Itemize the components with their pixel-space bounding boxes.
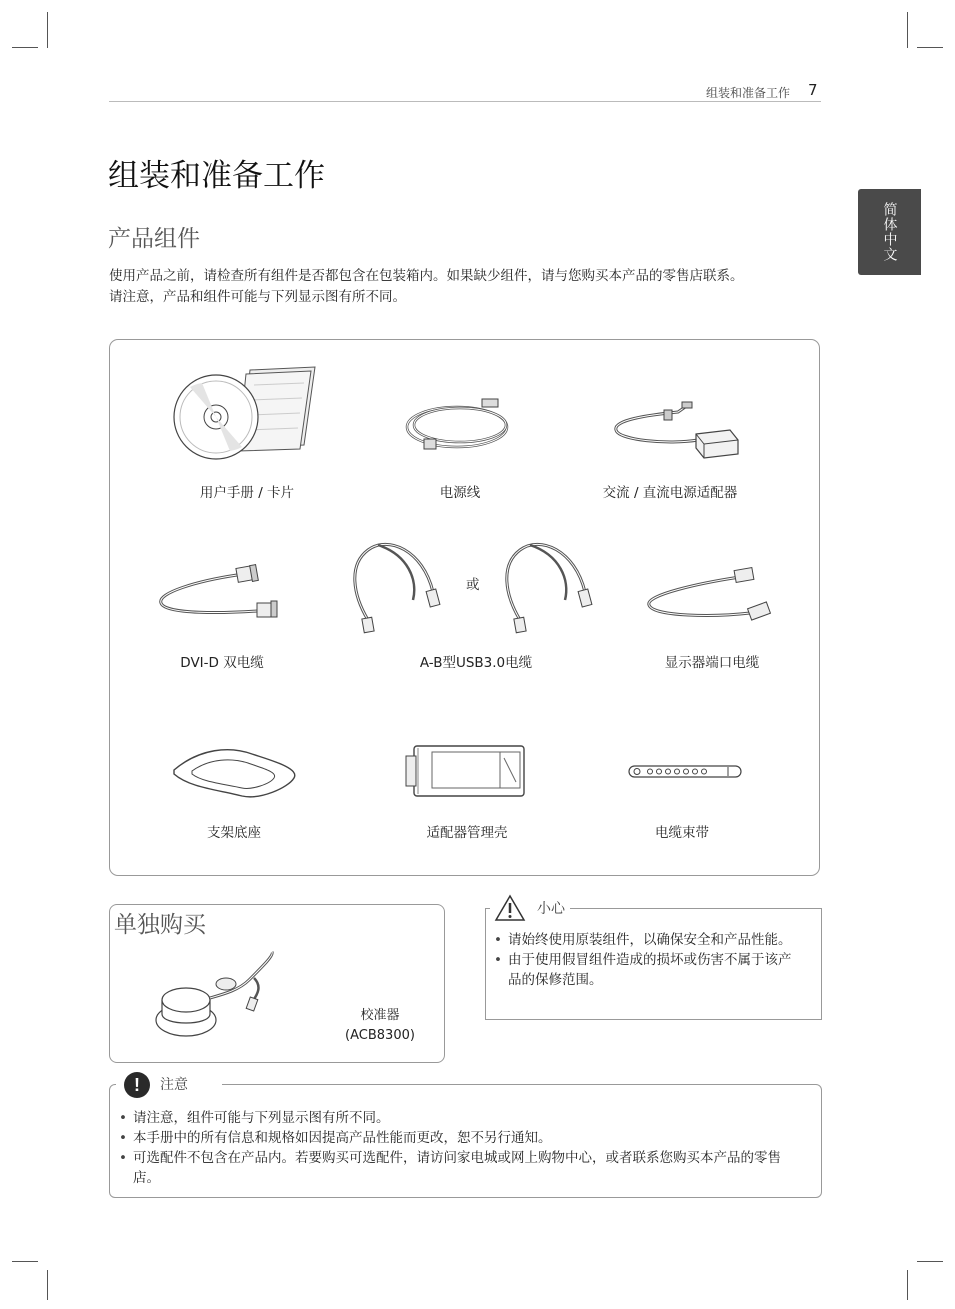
manual-cd-illustration <box>172 365 322 455</box>
label-usb-cable: A-B型USB3.0电缆 <box>419 655 533 671</box>
crop-mark <box>917 47 943 48</box>
crop-mark <box>47 1270 48 1300</box>
or-label: 或 <box>466 577 480 593</box>
stand-base-illustration <box>170 748 300 803</box>
usb-cable-a-illustration <box>348 540 448 635</box>
warning-triangle-icon <box>494 894 526 922</box>
crop-mark <box>917 1261 943 1262</box>
usb-cable-b-illustration <box>500 540 600 635</box>
label-displayport-cable: 显示器端口电缆 <box>664 655 760 671</box>
label-dvi-cable: DVI-D 双电缆 <box>180 655 264 671</box>
caution-list <box>494 930 799 990</box>
label-cable-tie: 电缆束带 <box>655 825 709 841</box>
separate-purchase-title: 单独购买 <box>114 912 206 938</box>
language-tab[interactable] <box>858 189 921 275</box>
cable-tie-illustration <box>628 765 742 779</box>
adapter-shell-illustration <box>404 744 530 800</box>
note-item: • 可选配件不包含在产品内。若要购买可选配件，请访问家电城或网上购物中心，或者联系您购买本产品的零售店。 <box>119 1148 799 1188</box>
crop-mark <box>47 12 48 48</box>
label-adapter: 交流 / 直流电源适配器 <box>602 485 738 501</box>
caution-item: • 请始终使用原装组件，以确保安全和产品性能。 <box>494 930 799 950</box>
calibrator-label <box>330 1006 430 1046</box>
running-header: 组装和准备工作 <box>705 86 790 100</box>
calibrator-illustration <box>154 950 284 1042</box>
note-item: • 请注意，组件可能与下列显示图有所不同。 <box>119 1108 799 1128</box>
displayport-cable-illustration <box>645 565 780 630</box>
label-user-manual: 用户手册 / 卡片 <box>199 485 295 501</box>
label-stand-base: 支架底座 <box>207 825 261 841</box>
note-item: • 本手册中的所有信息和规格如因提高产品性能而更改，恕不另行通知。 <box>119 1128 799 1148</box>
label-adapter-shell: 适配器管理壳 <box>426 825 508 841</box>
intro-line-1: 使用产品之前，请检查所有组件是否都包含在包装箱内。如果缺少组件，请与您购买本产品的零售店联系。 <box>109 268 744 284</box>
adapter-illustration <box>608 400 743 465</box>
intro-text <box>109 266 829 308</box>
calibrator-name: 校准器 <box>360 1008 400 1023</box>
intro-line-2: 请注意，产品和组件可能与下列显示图有所不同。 <box>109 289 406 305</box>
calibrator-model: (ACB8300) <box>345 1028 415 1043</box>
crop-mark <box>12 1261 38 1262</box>
caution-title: 小心 <box>537 901 565 917</box>
section-title: 产品组件 <box>108 226 200 252</box>
header-rule <box>109 101 821 102</box>
dvi-cable-illustration <box>157 563 287 628</box>
crop-mark <box>907 12 908 48</box>
crop-mark <box>12 47 38 48</box>
crop-mark <box>907 1270 908 1300</box>
note-list <box>119 1108 799 1188</box>
caution-item: • 由于使用假冒组件造成的损坏或伤害不属于该产品的保修范围。 <box>494 950 799 990</box>
power-cord-illustration <box>402 395 522 455</box>
page-number: 7 <box>808 81 818 99</box>
note-title: 注意 <box>160 1077 188 1093</box>
label-power-cord: 电源线 <box>439 485 481 501</box>
language-tab-label: 简体中文 <box>881 202 898 262</box>
exclamation-circle-icon: ! <box>124 1072 150 1098</box>
page-title: 组装和准备工作 <box>108 158 325 194</box>
